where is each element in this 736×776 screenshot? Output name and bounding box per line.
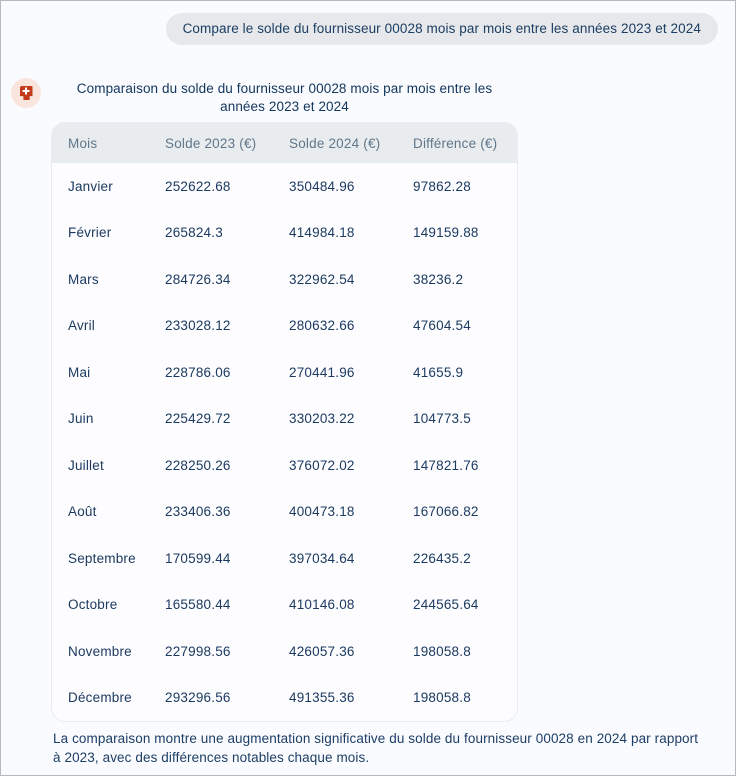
- month-cell: Août: [68, 504, 97, 520]
- value-cell: 167066.82: [413, 504, 479, 520]
- balance-comparison-table: [51, 122, 518, 722]
- value-cell: 293296.56: [165, 690, 231, 706]
- table-row: [52, 303, 517, 350]
- response-title-line2: années 2023 et 2024: [220, 98, 349, 114]
- value-cell: 330203.22: [289, 411, 355, 427]
- value-cell: 491355.36: [289, 690, 355, 706]
- month-cell: Juin: [68, 411, 94, 427]
- response-title-line1: Comparaison du solde du fournisseur 00028 mois par mois entre les: [76, 81, 493, 96]
- value-cell: 198058.8: [413, 690, 471, 706]
- avatar: [11, 78, 41, 108]
- table-row: [52, 535, 517, 582]
- table-row: [52, 256, 517, 303]
- response-title: [51, 80, 518, 115]
- value-cell: 400473.18: [289, 504, 355, 520]
- table-body: [52, 163, 517, 721]
- value-cell: 265824.3: [165, 225, 223, 241]
- table-header-row: [52, 123, 517, 163]
- shield-plus-icon: [20, 86, 33, 100]
- month-cell: Septembre: [68, 550, 136, 566]
- column-header-difference: Différence (€): [397, 123, 517, 163]
- summary-text: La comparaison montre une augmentation significative du solde du fournisseur 00028 en 2024 par rapport à 2023, avec des différences notables chaque mois.: [53, 731, 699, 765]
- value-cell: 410146.08: [289, 597, 355, 613]
- value-cell: 228786.06: [165, 364, 231, 380]
- value-cell: 397034.64: [289, 550, 355, 566]
- value-cell: 147821.76: [413, 457, 479, 473]
- table-row: [52, 489, 517, 536]
- column-header-month: Mois: [52, 123, 149, 163]
- table-row: [52, 675, 517, 722]
- column-header-solde-2024: Solde 2024 (€): [273, 123, 397, 163]
- value-cell: 38236.2: [413, 271, 464, 287]
- month-cell: Février: [68, 225, 112, 241]
- month-cell: Octobre: [68, 597, 118, 613]
- value-cell: 41655.9: [413, 364, 464, 380]
- value-cell: 426057.36: [289, 643, 355, 659]
- table-row: [52, 163, 517, 210]
- value-cell: 233406.36: [165, 504, 231, 520]
- month-cell: Avril: [68, 318, 96, 334]
- table-row: [52, 628, 517, 675]
- table-row: [52, 210, 517, 257]
- value-cell: 47604.54: [413, 318, 471, 334]
- month-cell: Mars: [68, 271, 99, 287]
- value-cell: 198058.8: [413, 643, 471, 659]
- value-cell: 149159.88: [413, 225, 479, 241]
- value-cell: 284726.34: [165, 271, 231, 287]
- value-cell: 165580.44: [165, 597, 231, 613]
- value-cell: 252622.68: [165, 178, 231, 194]
- value-cell: 228250.26: [165, 457, 231, 473]
- month-cell: Novembre: [68, 643, 132, 659]
- value-cell: 414984.18: [289, 225, 355, 241]
- value-cell: 226435.2: [413, 550, 471, 566]
- user-message-row: [1, 1, 735, 45]
- value-cell: 170599.44: [165, 550, 231, 566]
- value-cell: 270441.96: [289, 364, 355, 380]
- month-cell: Janvier: [68, 178, 113, 194]
- assistant-content: [51, 78, 518, 722]
- assistant-message-row: [1, 78, 735, 722]
- value-cell: 322962.54: [289, 271, 355, 287]
- value-cell: 350484.96: [289, 178, 355, 194]
- value-cell: 227998.56: [165, 643, 231, 659]
- value-cell: 376072.02: [289, 457, 355, 473]
- month-cell: Juillet: [68, 457, 104, 473]
- table-row: [52, 396, 517, 443]
- value-cell: 233028.12: [165, 318, 231, 334]
- month-cell: Décembre: [68, 690, 132, 706]
- value-cell: 244565.64: [413, 597, 479, 613]
- table-row: [52, 349, 517, 396]
- user-message-bubble: Compare le solde du fournisseur 00028 mois par mois entre les années 2023 et 2024: [166, 13, 718, 45]
- value-cell: 97862.28: [413, 178, 471, 194]
- value-cell: 104773.5: [413, 411, 471, 427]
- month-cell: Mai: [68, 364, 91, 380]
- value-cell: 225429.72: [165, 411, 231, 427]
- value-cell: 280632.66: [289, 318, 355, 334]
- table-row: [52, 582, 517, 629]
- column-header-solde-2023: Solde 2023 (€): [149, 123, 273, 163]
- table-row: [52, 442, 517, 489]
